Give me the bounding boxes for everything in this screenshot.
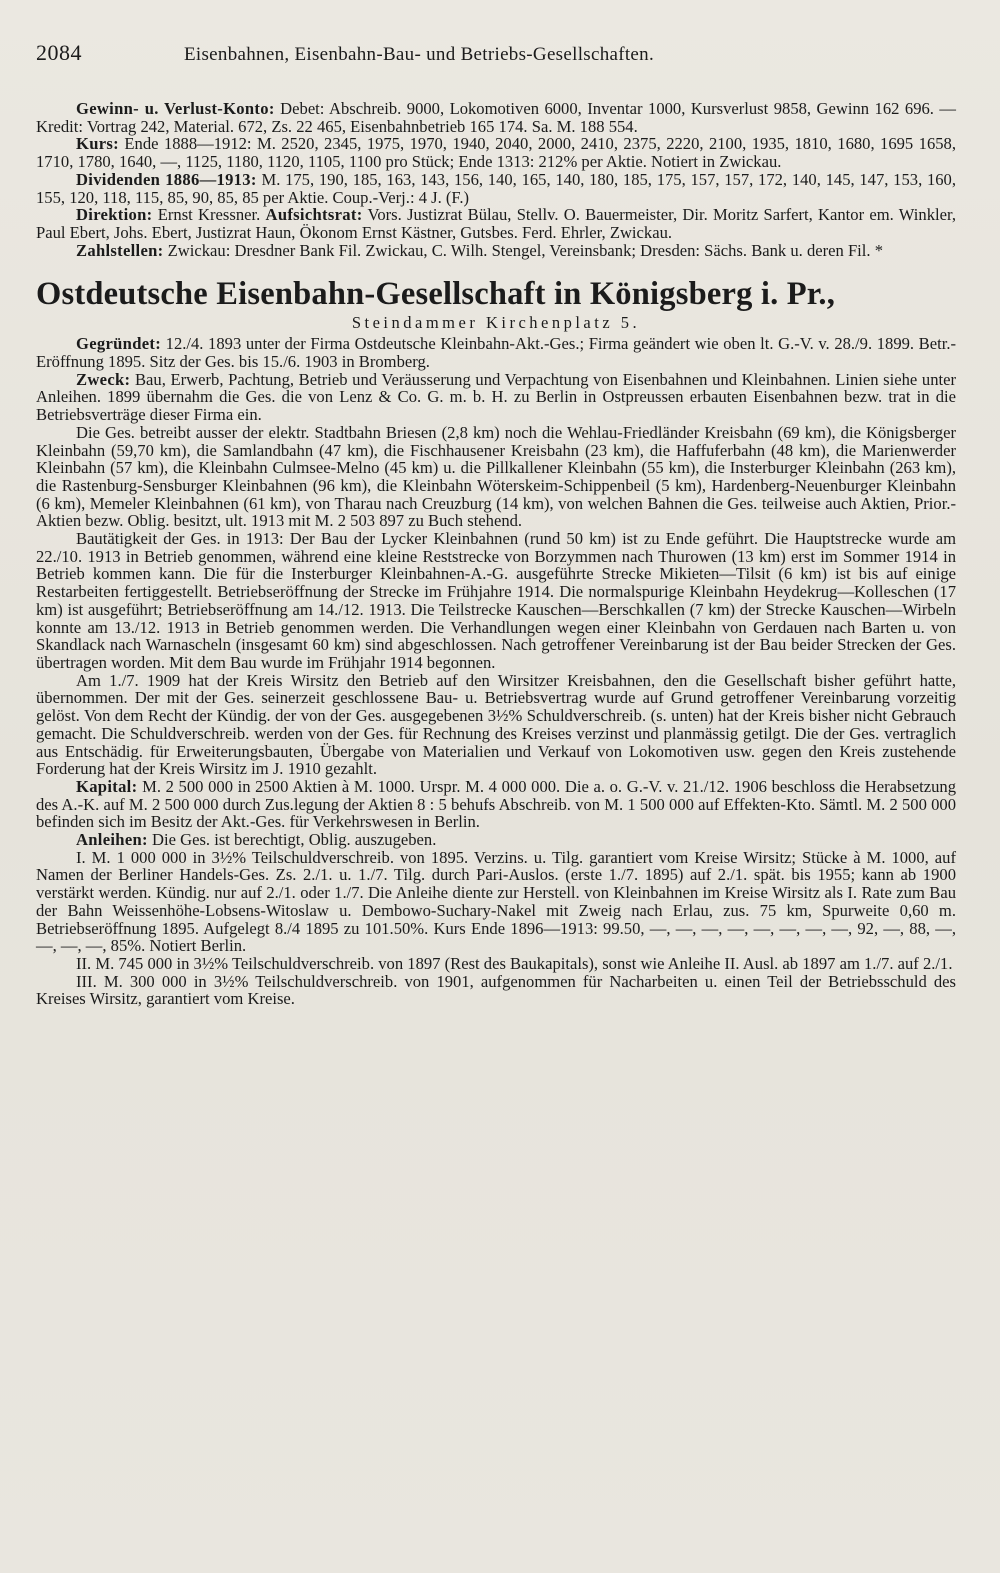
zahlstellen-text: Zwickau: Dresdner Bank Fil. Zwickau, C. Wilh. Stengel, Vereinsbank; Dresden: Sächs. Bank u. deren Fil. * — [167, 240, 884, 260]
page-number: 2084 — [36, 40, 82, 65]
gegruendet-label: Gegründet: — [76, 334, 162, 354]
anleihen-text: Die Ges. ist berechtigt, Oblig. auszugeben. — [152, 830, 437, 850]
kurs-paragraph — [36, 135, 956, 170]
bautaetigkeit-paragraph: Bautätigkeit der Ges. in 1913: Der Bau der Lycker Kleinbahnen (rund 50 km) ist zu Ende geführt. Die Hauptstrecke wurde am 22./10. 1913 in Betrieb genommen, während eine kleine Reststrecke von Borzymmen nach Thurowen (13 km) erst im Sommer 1914 in Betrieb kommen kann. Die für die Insterburger Kleinbahnen-A.-G. ausgeführte Strecke Mikieten—Tilsit (6 km) ist bis auf einige Restarbeiten fertiggestellt. Betriebseröffnung der Strecke im Frühjahre 1914. Die normalspurige Kleinbahn Heydekrug—Kolleschen (17 km) ist ausgeführt; Betriebseröffnung am 14./12. 1913. Die Teilstrecke Kauschen—Berschkallen (7 km) der Strecke Kauschen—Wirbeln konnte am 13./12. 1913 in Betrieb genommen werden. Die Verhandlungen wegen einer Kleinbahn von Gerdauen nach Barten u. von Skandlack nach Warnascheln (insgesamt 60 km) sind abgeschlossen. Nach getroffener Vereinbarung ist der Bau beider Strecken der Ges. übertragen worden. Mit dem Bau wurde im Frühjahr 1914 begonnen. — [36, 529, 956, 672]
gegruendet-text: 12./4. 1893 unter der Firma Ostdeutsche Kleinbahn-Akt.-Ges.; Firma geändert wie oben lt. G.-V. v. 28./9. 1899. Betr.-Eröffnung 1895. Sitz der Ges. bis 15./6. 1903 in Bromberg. — [36, 334, 956, 372]
kapital-text: M. 2 500 000 in 2500 Aktien à M. 1000. Urspr. M. 4 000 000. Die a. o. G.-V. v. 21./12. 1906 beschloss die Herabsetzung des A.-K. auf M. 2 500 000 durch Zus.legung der Aktien 8 : 5 behufs Abschreib. von M. 1 500 000 auf Effekten-Kto. Sämtl. M. 2 500 000 befinden sich im Besitz der Akt.-Ges. für Verkehrswesen in Berlin. — [36, 776, 956, 832]
kapital-paragraph — [36, 778, 956, 831]
previous-company-entry — [36, 100, 956, 259]
zahlstellen-paragraph — [36, 242, 956, 260]
anleihe-3-paragraph: III. M. 300 000 in 3½% Teilschuldverschreib. von 1901, aufgenommen für Nacharbeiten u. einen Teil der Betriebsschuld des Kreises Wirsitz, garantiert vom Kreise. — [36, 971, 956, 1009]
dividenden-text: M. 175, 190, 185, 163, 143, 156, 140, 165, 140, 180, 185, 175, 157, 157, 172, 140, 145, 147, 153, 160, 155, 120, 118, 115, 85, 90, 85, 85 per Aktie. Coup.-Verj.: 4 J. (F.) — [36, 169, 956, 207]
kurs-label: Kurs: — [76, 134, 119, 154]
gewinn-verlust-label: Gewinn- u. Verlust-Konto: — [76, 99, 275, 118]
company-entry — [36, 277, 956, 1008]
direktion-paragraph — [36, 206, 956, 241]
running-head: Eisenbahnen, Eisenbahn-Bau- und Betriebs-Gesellschaften. — [184, 44, 655, 65]
anleihe-1-paragraph: I. M. 1 000 000 in 3½% Teilschuldverschreib. von 1895. Verzins. u. Tilg. garantiert vom Kreise Wirsitz; Stücke à M. 1000, auf Namen der Berliner Handels-Ges. Zs. 2./1. u. 1./7. Tilg. durch Pari-Auslos. (erste 1./7. 1895) auf 2./1. spät. bis 1955; kann ab 1900 verstärkt werden. Kündig. nur auf 2./1. oder 1./7. Die Anleihe diente zur Herstell. von Kleinbahnen im Kreise Wirsitz als I. Rate zum Bau der Bahn Weissenhöhe-Lobsens-Witoslaw u. Dembowo-Suchary-Nakel mit Zweig nach Erlau, zus. 75 km, Spurweite 0,60 m. Betriebseröffnung 1895. Aufgelegt 8./4 1895 zu 101.50%. Kurs Ende 1896—1913: 99.50, —, —, —, —, —, —, —, —, 92, —, 88, —, —, —, —, 85%. Notiert Berlin. — [36, 847, 956, 956]
zweck-text: Bau, Erwerb, Pachtung, Betrieb und Veräusserung und Verpachtung von Eisenbahnen und Kleinbahnen. Linien siehe unter Anleihen. 1899 übernahm die Ges. die von Lenz & Co. G. m. b. H. zu Berlin in Ostpreussen erbauten Eisenbahnen bezw. trat in die Betriebsverträge dieser Firma ein. — [36, 369, 956, 425]
direktion-text: Ernst Kressner. — [157, 205, 261, 225]
gewinn-verlust-text: Debet: Abschreib. 9000, Lokomotiven 6000, Inventar 1000, Kursverlust 9858, Gewinn 162 696. — Kredit: Vortrag 242, Material. 672, Zs. 22 465, Eisenbahnbetrieb 165 174. Sa. M. 188 554. — [36, 99, 957, 136]
betrieb-paragraph: Die Ges. betreibt ausser der elektr. Stadtbahn Briesen (2,8 km) noch die Wehlau-Friedländer Kreisbahn (69 km), die Königsberger Kleinbahn (59,70 km), die Samlandbahn (47 km), die Fischhausener Kreisbahn (23 km), die Haffuferbahn (48 km), die Marienwerder Kleinbahn (57 km), die Kleinbahn Culmsee-Melno (45 km) u. die Pillkallener Kleinbahn (55 km), die Insterburger Kleinbahn (263 km), die Rastenburg-Sensburger Kleinbahnen (96 km), die Kleinbahn Wöterskeim-Schippenbeil (5 km), Hardenberg-Neuenburger Kleinbahn (6 km), Memeler Kleinbahnen (61 km), von Tharau nach Creuzburg (14 km), von welchen Bahnen die Ges. teilweise auch Aktien, Prior.-Aktien bezw. Oblig. besitzt, ult. 1913 mit M. 2 503 897 zu Buch stehend. — [36, 422, 956, 531]
dividenden-paragraph — [36, 171, 956, 206]
aufsichtsrat-label: Aufsichtsrat: — [265, 205, 363, 225]
zweck-paragraph — [36, 371, 956, 424]
anleihen-label: Anleihen: — [76, 830, 148, 850]
anleihe-2-paragraph: II. M. 745 000 in 3½% Teilschuldverschreib. von 1897 (Rest des Baukapitals), sonst wie Anleihe II. Ausl. ab 1897 am 1./7. auf 2./1. — [76, 953, 953, 973]
wirsitz-paragraph: Am 1./7. 1909 hat der Kreis Wirsitz den Betrieb auf den Wirsitzer Kreisbahnen, den die Gesellschaft bisher geführt hatte, übernommen. Der mit der Ges. seinerzeit geschlossene Bau- u. Betriebsvertrag wurde auf Grund getroffener Vereinbarung vorzeitig gelöst. Von dem Recht der Kündig. der von der Ges. ausgegebenen 3½% Schuldverschreib. (s. unten) hat der Kreis bisher nicht Gebrauch gemacht. Die Schuldverschreib. werden von der Ges. für Rechnung des Kreises verzinst und planmässig getilgt. Die der Ges. vertraglich aus Entschädig. für Erweiterungsbauten, Übergabe von Materialien und Verkauf von Lokomotiven usw. gegen den Kreis zustehende Forderung hat der Kreis Wirsitz im J. 1910 gezahlt. — [36, 670, 956, 779]
company-address: Steindammer Kirchenplatz 5. — [351, 313, 641, 333]
zahlstellen-label: Zahlstellen: — [76, 240, 164, 260]
gegruendet-paragraph — [36, 335, 956, 370]
company-title: Ostdeutsche Eisenbahn-Gesellschaft in Königsberg i. Pr., — [36, 276, 836, 313]
gewinn-verlust-paragraph — [36, 100, 956, 135]
dividenden-label: Dividenden 1886—1913: — [76, 169, 257, 189]
direktion-label: Direktion: — [76, 205, 153, 225]
kurs-text: Ende 1888—1912: M. 2520, 2345, 1975, 1970, 1940, 2040, 2000, 2410, 2375, 2220, 2100, 1935, 1810, 1680, 1695 1658, 1710, 1780, 1640, —, 1125, 1180, 1120, 1105, 1100 pro Stück; Ende 1313: 212% per Aktie. Notiert in Zwickau. — [36, 134, 956, 172]
zweck-label: Zweck: — [76, 369, 131, 389]
anleihen-paragraph — [36, 831, 956, 849]
page-header — [36, 40, 956, 66]
kapital-label: Kapital: — [76, 776, 138, 796]
aufsichtsrat-text: Vors. Justizrat Bülau, Stellv. O. Bauermeister, Dir. Moritz Sarfert, Kantor em. Winkler, Paul Ebert, Johs. Ebert, Justizrat Haun, Ökonom Ernst Kästner, Gutsbes. Ferd. Ehrler, Zwickau. — [36, 205, 956, 242]
